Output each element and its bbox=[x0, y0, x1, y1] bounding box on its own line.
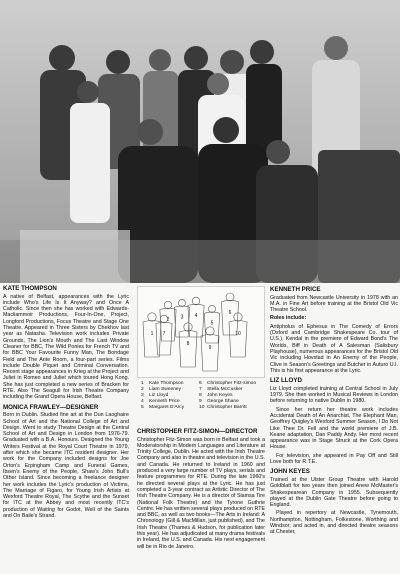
cast-key-silhouette bbox=[221, 293, 238, 335]
cast-key-figure-number: 7 bbox=[162, 331, 166, 338]
cast-key-silhouette bbox=[201, 327, 219, 371]
kenneth-price-bio: Graduated from Newcastle University in 1978 with an M.A. in Fine Art before training at the Bristol Old Vic Theatre School. bbox=[270, 294, 398, 314]
christopher-fitz-simon-bio: Christopher Fitz-Simon was born in Belfast and took a Moderatorship in Modern Languages and Literature at Trinity College, Dublin. He acted with the Irish Theatre Company and also in theatre and television in the U.S. and Canada. He returned to Ireland in 1960 and produced a very large number of TV plays, serials and feature programmes for RTE. During the late 1960's he directed several plays at the Lyric. He has just completed a 3-year contract as Artistic Director of The Irish Theatre Company. He is a director of Siamsa Tire (National Folk Theatre) and the Tyrone Guthrie Centre. He has written several plays produced on RTE and BBC, as well as two books—The Arts in Ireland: A Chronology (Gill & MacMillan, just published), and The Irish Theatre (Thames & Hudson, for publication later this year). He has adjudicated at many drama festivals in Ireland, the U.S. and Canada. His next engagement will be in Rio de Janeiro. bbox=[137, 436, 265, 550]
cast-key bbox=[137, 286, 265, 424]
cast-key-name: Margaret D'Arcy bbox=[149, 405, 185, 410]
john-keyes-heading: JOHN KEYES bbox=[270, 468, 310, 476]
cast-key-number: 1 bbox=[141, 381, 144, 386]
cast-photo-illustration bbox=[0, 0, 400, 283]
cast-key-name: George Shane bbox=[207, 399, 239, 404]
monica-frawley-bio: Born in Dublin. Studied fine art at the Dun Laoghaire School of Art and the National College of Art and Design. Went to study Theatre Design at the Central School of Art and Design in London from 1976-79. Graduated with a B.A. Honours. Designed the Young Writers Festival at the Royal Court Theatre in 1979, after which she became ITC resident designer. Her work for the Company included designs for Joe Orton's Erpingham Camp and Funeral Games, Ibsen's Enemy of the People, Shaw's John Bull's Other Island. Since becoming a freelance designer her work includes the Lyric's production of Victims, The Marriage of Figaro, for Young Irish Artists at Wexford Theatre Royal, The Scythe and the Sunset for ITC at the Abbey and most recently ITC's production of Waiting for Godot, Well of the Saints and On Baile's Strand. bbox=[3, 412, 129, 519]
cast-key-number: 10 bbox=[199, 405, 205, 410]
cast-key-number: 8 bbox=[199, 393, 202, 398]
liz-lloyd-bio-1: Liz Lloyd completed training at Central School in July 1979. She then worked in Musical Reviews in London before returning to native Dublin in 1980. bbox=[270, 385, 398, 405]
biography-column-3 bbox=[270, 286, 398, 538]
cast-key-number: 6 bbox=[199, 381, 202, 386]
cast-key-figure-number: 2 bbox=[166, 317, 170, 324]
cast-group-photo bbox=[0, 0, 400, 283]
cast-key-figure-number: 1 bbox=[150, 331, 154, 337]
cast-key-number: 3 bbox=[141, 393, 144, 398]
cast-key-silhouette bbox=[188, 297, 204, 337]
kenneth-price-heading: KENNETH PRICE bbox=[270, 286, 321, 293]
cast-key-left-column bbox=[141, 381, 201, 411]
cast-key-number: 2 bbox=[141, 387, 144, 392]
cast-key-name: Stella McCusker bbox=[207, 387, 243, 392]
cast-key-name: Kate Thompson bbox=[149, 381, 184, 386]
kate-thompson-bio: A native of Belfast, appearances with the Lyric include Who's Life Is It Anyway? and Once A Catholic. Since then she has worked with Edwards-Macliammoir Productions, Four-In-One, Project, Longford Productions, Focus Theatre and Stage One Theatre. Appeared in Three Sisters by Chekhov last year as Natasha. Television work includes Private Grounds, The Lion's Mouth and The Last Window Cleaner for BBC, The Wild Ponies for French TV and for BBC Your Favourite Funny Man, The Bondage Field and The Ante Room, a four-part series. Films include Double Piquet and Criminal Conversation. Recent stage appearances in Krieg at the Project and Juliet in Romeo and Juliet which toured Hong Kong. She has just completed a new series of Bracken for RTE. Also The Seagull for Irish Theatre Company including the Grand Opera House, Belfast. bbox=[3, 293, 129, 401]
cast-key-silhouettes bbox=[138, 287, 264, 377]
cast-key-name: Christopher Barritt bbox=[207, 405, 247, 410]
john-keyes-bio-1: Trained at the Ulster Group Theatre with Harold Goldblatt for two years then joined Anew McMaster's Shakespearean Company in 1955. Subsequently played at the Dublin Gate Theatre before going to England. bbox=[270, 476, 398, 509]
cast-key-figure-number: 6 bbox=[228, 310, 232, 317]
cast-key-figure-number: 4 bbox=[194, 313, 198, 320]
cast-key-figure-number: 10 bbox=[235, 331, 241, 337]
john-keyes-bio-2: Played in repertory at Newcastle, Tynemouth, Northampton, Nottingham, Folkestone, Worthing and Windsor; and acted in, and directed theatre seasons at Chester, bbox=[270, 510, 398, 536]
cast-key-number: 9 bbox=[199, 399, 202, 404]
monica-frawley-heading: MONICA FRAWLEY—DESIGNER bbox=[3, 403, 99, 411]
cast-key-figure-number: 8 bbox=[186, 341, 190, 347]
kenneth-price-roles-heading: Roles include: bbox=[270, 315, 307, 322]
liz-lloyd-heading: LIZ LLOYD bbox=[270, 377, 302, 385]
cast-key-right-column bbox=[199, 381, 259, 411]
cast-key-figure-number: 5 bbox=[210, 320, 214, 327]
cast-key-silhouette bbox=[179, 323, 197, 367]
cast-key-number: 7 bbox=[199, 387, 202, 392]
cast-key-silhouette bbox=[204, 305, 219, 343]
cast-key-name: Christopher Fitz-simon bbox=[207, 381, 257, 386]
liz-lloyd-bio-3: For television, she appeared in Pay Off and Still Love both for R.T.E. bbox=[270, 452, 398, 466]
cast-key-name: Liam Sweeney bbox=[149, 387, 182, 392]
cast-key-number: 4 bbox=[141, 399, 144, 404]
biography-column-1 bbox=[3, 285, 129, 521]
cast-key-entry bbox=[141, 405, 201, 411]
cast-key-number: 5 bbox=[141, 405, 144, 410]
cast-key-entry bbox=[199, 405, 259, 411]
cast-key-figure bbox=[137, 286, 265, 378]
cast-key-name: Liz Lloyd bbox=[149, 393, 169, 398]
kate-thompson-heading: KATE THOMPSON bbox=[3, 285, 57, 292]
cast-key-silhouette bbox=[143, 313, 161, 357]
christopher-fitz-simon-heading: CHRISTOPHER FITZ-SIMON—DIRECTOR bbox=[137, 428, 258, 435]
cast-key-name: Kenneth Price bbox=[149, 399, 180, 404]
liz-lloyd-bio-2: Since her return her theatre work includes Accidental Death of An Anarchist, The Elephant Man, Geoffrey Quigley's Wexford Summer Season, I Do Not Like Thee Dr. Fell and the world premiere of J.B. Keane adaptation, Dan Paddy Andy. Her most recent appearance was in Stage Struck at the Cork Opera House. bbox=[270, 406, 398, 451]
biography-column-2 bbox=[137, 428, 265, 552]
cast-key-figure-number: 3 bbox=[180, 314, 184, 321]
cast-key-figure-number: 9 bbox=[208, 345, 212, 351]
cast-key-name: John Keyes bbox=[207, 393, 233, 398]
kenneth-price-roles: Antipholus of Ephesus in The Comedy of Errors (Oxford and Cambridge Shakespeare Co. tour of U.S.), Kendal in the premiere of Edward Bond's The Worlds, Biff in Death of A Salesman (Salisbury Playhouse), numerous appearances for the Bristol Old Vic including Hovstad in An Enemy of the People, Clive in Season's Greetings and Butcher in Auturo U.I. This is his first appearance at the Lyric. bbox=[270, 323, 398, 374]
